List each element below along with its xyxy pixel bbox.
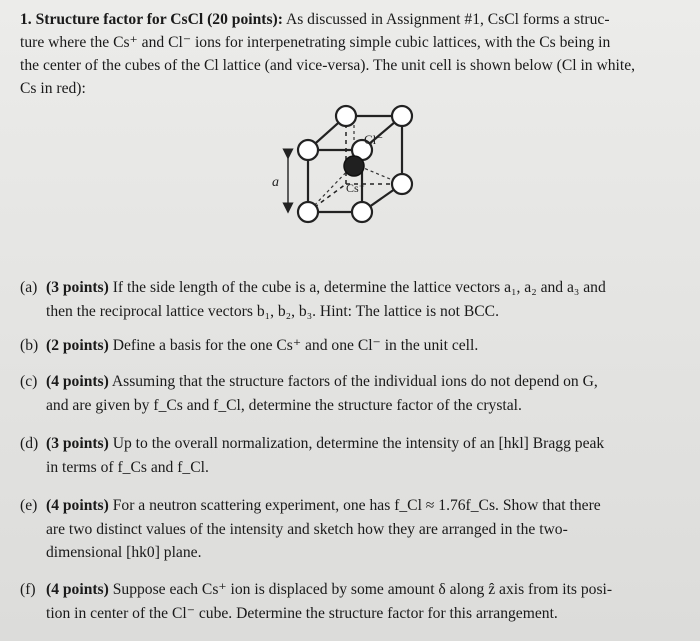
part-c-points: (4 points) <box>46 373 109 390</box>
part-e-line-1: For a neutron scattering experiment, one has f_Cl ≈ 1.76f_Cs. Show that there <box>108 497 601 514</box>
part-e-line-3: dimensional [hk0] plane. <box>46 544 202 561</box>
part-c-line-2: and are given by f_Cs and f_Cl, determine the structure factor of the crystal. <box>46 396 522 414</box>
part-d-line-2: in terms of f_Cs and f_Cl. <box>46 458 209 476</box>
part-a-points: (3 points) <box>46 279 109 296</box>
part-d-points: (3 points) <box>46 435 109 452</box>
part-b-label: (b) <box>20 337 39 354</box>
part-e-line-2: are two distinct values of the intensity and sketch how they are arranged in the two- <box>46 520 568 538</box>
part-c-line-1: Assuming that the structure factors of the individual ions do not depend on G, <box>108 373 598 390</box>
problem-heading: 1. Structure factor for CsCl (20 points): <box>20 11 283 28</box>
part-f-points: (4 points) <box>46 581 109 598</box>
part-f-line-2: tion in center of the Cl⁻ cube. Determine the structure factor for this arrangement. <box>46 604 558 622</box>
part-d-line-1: Up to the overall normalization, determine the intensity of an [hkl] Bragg peak <box>108 435 605 452</box>
intro-line-3: the center of the cubes of the Cl lattice (and vice-versa). The unit cell is shown below (Cl in white, <box>20 57 636 74</box>
cs-label: Cs⁺ <box>346 181 366 195</box>
intro-line-2: ture where the Cs⁺ and Cl⁻ ions for interpenetrating simple cubic lattices, with the Cs being in <box>20 34 611 51</box>
part-a-label: (a) <box>20 279 38 296</box>
part-d-label: (d) <box>20 435 39 452</box>
part-b-line-1: Define a basis for the one Cs⁺ and one Cl⁻ in the unit cell. <box>108 337 479 354</box>
side-length-label: a <box>272 175 279 190</box>
part-e-label: (e) <box>20 497 38 514</box>
intro-line-4: Cs in red): <box>20 80 86 97</box>
problem-intro <box>20 8 688 100</box>
part-b-points: (2 points) <box>46 337 109 354</box>
part-a-line-1: If the side length of the cube is a, determine the lattice vectors a₁, a₂ and a₃ and <box>108 279 606 296</box>
part-f-label: (f) <box>20 581 36 598</box>
part-e-points: (4 points) <box>46 497 109 514</box>
cl-label: Cl⁻ <box>364 132 384 147</box>
part-a-line-2: then the reciprocal lattice vectors b₁, b₂, b₃. Hint: The lattice is not BCC. <box>46 302 499 320</box>
intro-line-1: As discussed in Assignment #1, CsCl forms a struc- <box>282 11 610 28</box>
cscl-unit-cell-figure <box>262 104 442 254</box>
part-f-line-1: Suppose each Cs⁺ ion is displaced by some amount δ along ẑ axis from its posi- <box>108 581 613 598</box>
cs-atom <box>344 156 364 176</box>
part-c-label: (c) <box>20 373 38 390</box>
